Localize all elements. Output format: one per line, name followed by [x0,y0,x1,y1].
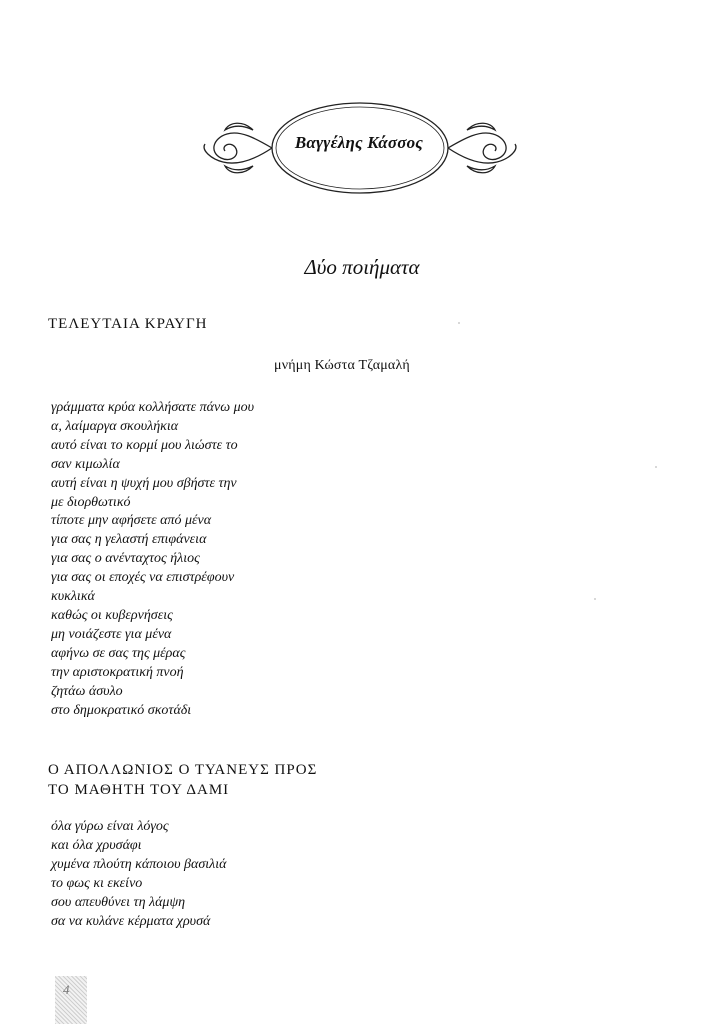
poem-line: στο δημοκρατικό σκοτάδι [51,702,192,718]
poem-line: σου απευθύνει τη λάμψη [51,894,186,910]
poem-line: τίποτε μην αφήσετε από μένα [51,513,212,529]
poem-line: την αριστοκρατική πνοή [51,664,184,680]
poem2-heading [48,760,317,800]
poem-line: ζητάω άσυλο [51,683,123,699]
poem-line: αυτό είναι το κορμί μου λιώστε το [51,437,238,453]
poem-line: για σας οι εποχές να επιστρέφουν [51,570,235,586]
poem-line: γράμματα κρύα κολλήσατε πάνω μου [51,400,255,415]
paper-speck [594,598,596,600]
paper-speck [655,466,657,468]
poem-line: κυκλικά [51,589,95,605]
poem-line: όλα γύρω είναι λόγος [51,819,169,834]
poem-line: αυτή είναι η ψυχή μου σβήστε την [51,475,237,491]
poem2-stanza [51,818,226,931]
poem-line: καθώς οι κυβερνήσεις [51,607,173,623]
poem-line: με διορθωτικό [51,494,131,510]
poem1-dedication: μνήμη Κώστα Τζαμαλή [274,358,410,373]
poem-line: για σας η γελαστή επιφάνεια [51,532,207,548]
poem-line: το φως κι εκείνο [51,875,143,891]
poem-line: αφήνω σε σας της μέρας [51,645,186,661]
paper-speck [458,322,460,324]
poem-line: σαν κιμωλία [51,456,120,472]
poem-line: χυμένα πλούτη κάποιου βασιλιά [51,856,227,872]
page-title: Δύο ποιήματα [304,255,420,279]
page-number: 4 [63,982,70,997]
poem-line: για σας ο ανένταχτος ήλιος [51,551,200,567]
poem1-stanza [51,399,254,720]
poem-line: σα να κυλάνε κέρματα χρυσά [51,913,211,929]
poem-line: μη νοιάζεστε για μένα [51,626,172,642]
author-name: Βαγγέλης Κάσσος [294,133,424,152]
poem1-heading: ΤΕΛΕΥΤΑΙΑ ΚΡΑΥΓΗ [48,316,208,332]
poem-line: και όλα χρυσάφι [51,837,142,853]
poem2-heading-line2: ΤΟ ΜΑΘΗΤΗ ΤΟΥ ΔΑΜΙ [48,782,230,798]
poem-line: α, λαίμαργα σκουλήκια [51,418,179,434]
poem2-heading-line1: Ο ΑΠΟΛΛΩΝΙΟΣ Ο ΤΥΑΝΕΥΣ ΠΡΟΣ [48,762,318,778]
page-number-block [55,976,87,1024]
